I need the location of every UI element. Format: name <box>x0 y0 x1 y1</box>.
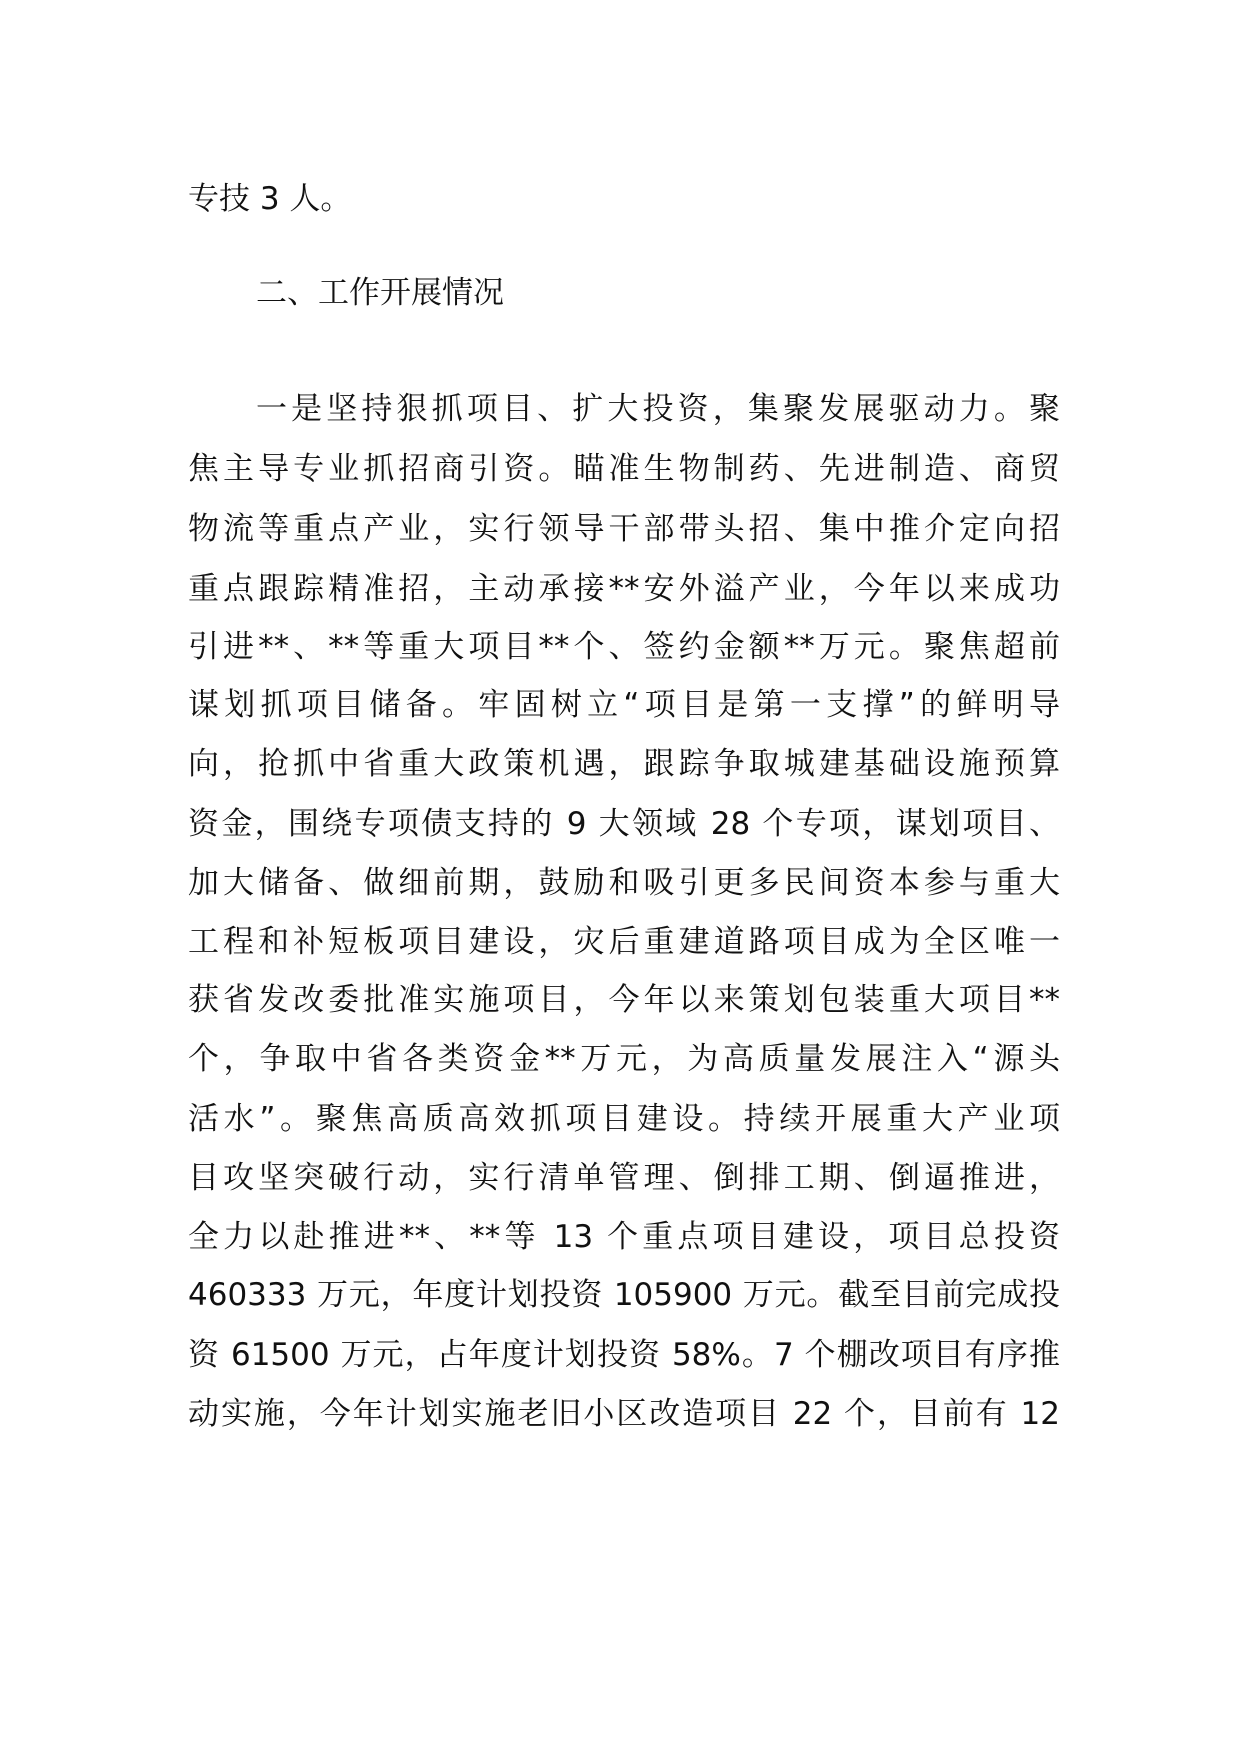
text-line-19: 资 61500 万元，占年度计划投资 58%。7 个棚改项目有序推 <box>188 1337 1060 1373</box>
text-line-18: 460333 万元，年度计划投资 105900 万元。截至目前完成投 <box>188 1277 1060 1313</box>
text-line-13: 获省发改委批准实施项目，今年以来策划包装重大项目** <box>188 982 1060 1018</box>
text-line-5: 物流等重点产业，实行领导干部带头招、集中推介定向招 <box>188 511 1060 547</box>
text-line-1: 专技 3 人。 <box>188 181 352 217</box>
text-line-15: 活水”。聚焦高质高效抓项目建设。持续开展重大产业项 <box>188 1101 1060 1137</box>
text-line-20: 动实施，今年计划实施老旧小区改造项目 22 个，目前有 12 <box>188 1396 1060 1432</box>
text-line-8: 谋划抓项目储备。牢固树立“项目是第一支撑”的鲜明导 <box>188 687 1060 723</box>
text-line-11: 加大储备、做细前期，鼓励和吸引更多民间资本参与重大 <box>188 865 1060 901</box>
text-line-6: 重点跟踪精准招，主动承接**安外溢产业，今年以来成功 <box>188 571 1060 607</box>
text-line-7: 引进**、**等重大项目**个、签约金额**万元。聚焦超前 <box>188 629 1060 665</box>
text-line-16: 目攻坚突破行动，实行清单管理、倒排工期、倒逼推进， <box>188 1160 1060 1196</box>
text-line-9: 向，抢抓中省重大政策机遇，跟踪争取城建基础设施预算 <box>188 746 1060 782</box>
section-heading: 二、工作开展情况 <box>256 275 504 311</box>
text-line-4: 焦主导专业抓招商引资。瞄准生物制药、先进制造、商贸 <box>188 451 1060 487</box>
text-line-12: 工程和补短板项目建设，灾后重建道路项目成为全区唯一 <box>188 924 1060 960</box>
text-line-17: 全力以赴推进**、**等 13 个重点项目建设，项目总投资 <box>188 1219 1060 1255</box>
text-line-14: 个，争取中省各类资金**万元，为高质量发展注入“源头 <box>188 1041 1060 1077</box>
text-line-3: 一是坚持狠抓项目、扩大投资，集聚发展驱动力。聚 <box>256 391 1060 427</box>
text-line-10: 资金，围绕专项债支持的 9 大领域 28 个专项，谋划项目、 <box>188 806 1060 842</box>
